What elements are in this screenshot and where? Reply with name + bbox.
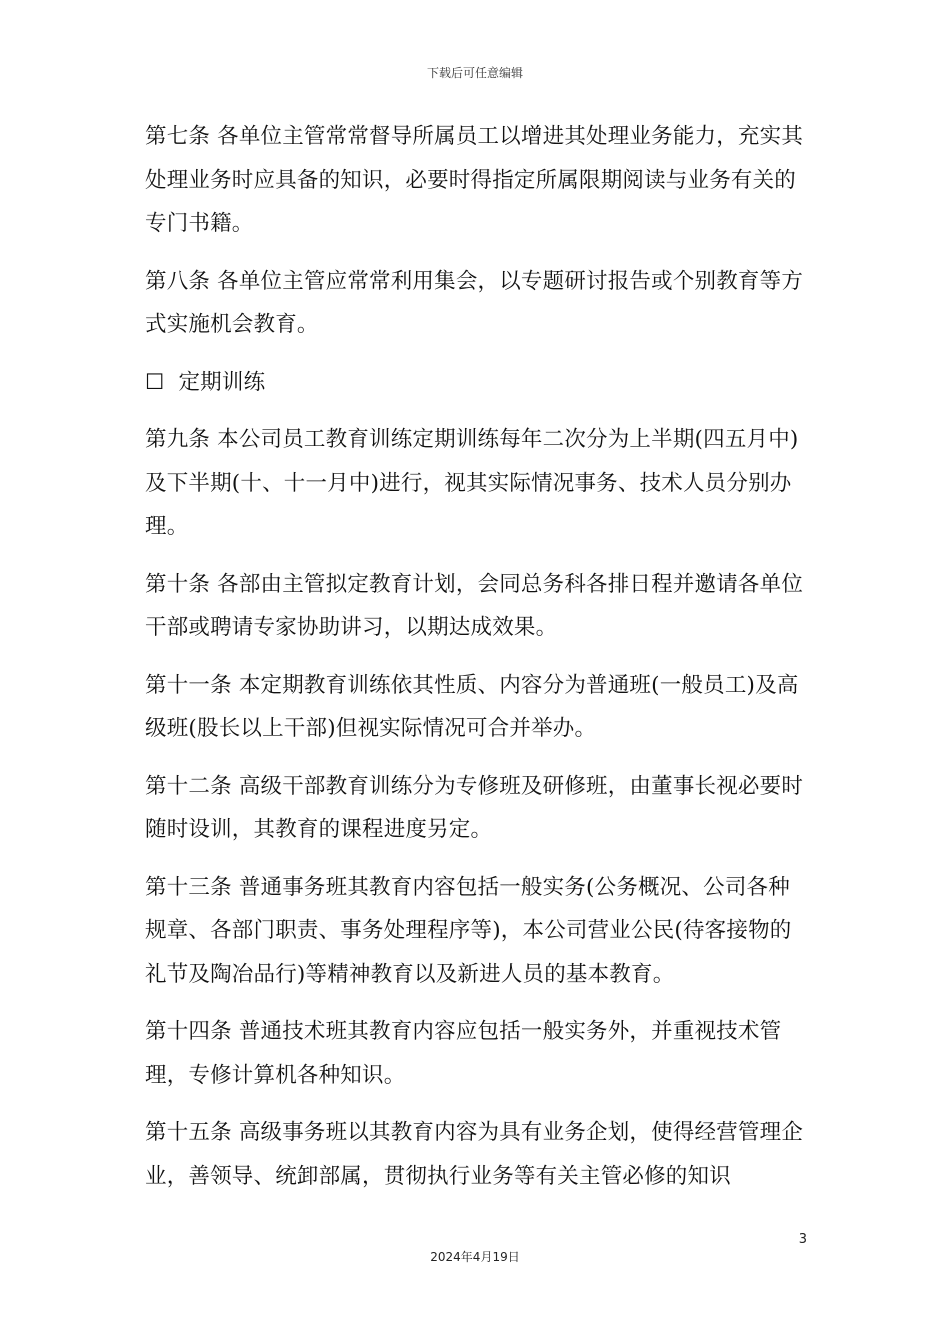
document-body [145, 115, 805, 1212]
article-14: 第十四条 普通技术班其教育内容应包括一般实务外，并重视技术管理，专修计算机各种知识。 [145, 1019, 782, 1088]
article-12: 第十二条 高级干部教育训练分为专修班及研修班，由董事长视必要时随时设训，其教育的课程进度另定。 [145, 773, 804, 842]
page-number: 3 [798, 1232, 807, 1247]
page-footer-date: 2024年4月19日 [430, 1250, 520, 1264]
article-13: 第十三条 普通事务班其教育内容包括一般实务(公务概况、公司各种规章、各部门职责、事务处理程序等)，本公司营业公民(待客接物的礼节及陶冶品行)等精神教育以及新进人员的基本教育。 [145, 874, 792, 987]
article-11: 第十一条 本定期教育训练依其性质、内容分为普通班(一般员工)及高级班(股长以上干部)但视实际情况可合并举办。 [145, 672, 799, 741]
article-9: 第九条 本公司员工教育训练定期训练每年二次分为上半期(四五月中)及下半期(十、十一月中)进行，视其实际情况事务、技术人员分别办理。 [145, 427, 799, 539]
article-8: 第八条 各单位主管应常常利用集会，以专题研讨报告或个别教育等方式实施机会教育。 [145, 268, 804, 337]
page-header: 下载后可任意编辑 [426, 66, 523, 80]
checkbox-icon: ☐ [145, 369, 165, 395]
section-heading-text: 定期训练 [178, 369, 266, 395]
article-7: 第七条 各单位主管常常督导所属员工以增进其处理业务能力，充实其处理业务时应具备的知识，必要时得指定所属限期阅读与业务有关的专门书籍。 [145, 124, 804, 236]
article-15: 第十五条 高级事务班以其教育内容为具有业务企划，使得经营管理企业，善领导、统卸部属，贯彻执行业务等有关主管必修的知识 [145, 1120, 804, 1189]
article-10: 第十条 各部由主管拟定教育计划，会同总务科各排日程并邀请各单位干部或聘请专家协助讲习，以期达成效果。 [145, 571, 804, 640]
section-heading [145, 361, 805, 405]
